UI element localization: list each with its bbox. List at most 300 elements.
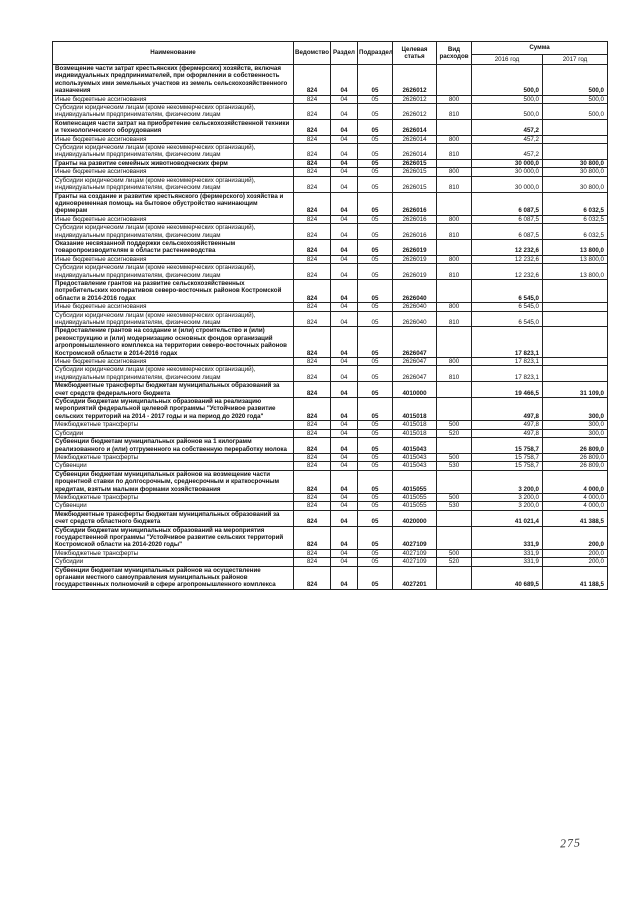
row-podrazdel: 05 — [358, 558, 393, 566]
col-header-2016: 2016 год — [472, 55, 543, 65]
row-sum-2016: 457,2 — [472, 135, 543, 143]
table-row — [53, 493, 608, 501]
row-podrazdel: 05 — [358, 264, 393, 280]
col-header-summa: Сумма — [472, 42, 608, 55]
row-vid: 810 — [437, 366, 472, 382]
table-row — [53, 398, 608, 421]
row-podrazdel: 05 — [358, 104, 393, 120]
table-row — [53, 549, 608, 557]
table-row — [53, 382, 608, 398]
row-vid — [437, 438, 472, 454]
row-sum-2017: 13 800,0 — [543, 264, 608, 280]
row-sum-2017: 6 032,5 — [543, 215, 608, 223]
row-razdel: 04 — [331, 493, 358, 501]
row-vedomstvo: 824 — [294, 95, 331, 103]
table-row — [53, 303, 608, 311]
row-podrazdel: 05 — [358, 135, 393, 143]
row-razdel: 04 — [331, 135, 358, 143]
page-number: 275 — [559, 835, 582, 851]
row-sum-2016: 6 545,0 — [472, 311, 543, 327]
row-name: Субсидии юридическим лицам (кроме некоммерческих организаций), индивидуальным предпринимателям, физическим лицам — [53, 176, 294, 192]
row-vid — [437, 382, 472, 398]
row-statya: 4027109 — [393, 526, 437, 549]
row-name: Субсидии юридическим лицам (кроме некоммерческих организаций), индивидуальным предпринимателям, физическим лицам — [53, 104, 294, 120]
row-name: Межбюджетные трансферты — [53, 493, 294, 501]
row-vedomstvo: 824 — [294, 176, 331, 192]
table-row — [53, 438, 608, 454]
row-razdel: 04 — [331, 510, 358, 526]
row-podrazdel: 05 — [358, 549, 393, 557]
row-razdel: 04 — [331, 421, 358, 429]
row-sum-2017 — [543, 279, 608, 302]
col-header-vedomstvo: Ведомство — [294, 42, 331, 65]
table-row — [53, 421, 608, 429]
row-sum-2017 — [543, 358, 608, 366]
row-vid: 500 — [437, 549, 472, 557]
row-sum-2017: 41 388,5 — [543, 510, 608, 526]
row-vedomstvo: 824 — [294, 239, 331, 255]
row-name: Субсидии — [53, 429, 294, 437]
table-row — [53, 65, 608, 96]
row-razdel: 04 — [331, 566, 358, 589]
row-statya: 2626016 — [393, 215, 437, 223]
row-name: Субсидии бюджетам муниципальных образований на реализацию мероприятий федеральной целевой программы "Устойчивое развитие сельских территорий на 2014 - 2017 годы и на период до 2020 года" — [53, 398, 294, 421]
row-vedomstvo: 824 — [294, 493, 331, 501]
row-podrazdel: 05 — [358, 255, 393, 263]
row-sum-2016: 457,2 — [472, 144, 543, 160]
row-name: Гранты на развитие семейных животноводческих ферм — [53, 159, 294, 167]
row-razdel: 04 — [331, 224, 358, 240]
row-sum-2017: 200,0 — [543, 549, 608, 557]
row-vedomstvo: 824 — [294, 549, 331, 557]
row-name: Субсидии бюджетам муниципальных образований на мероприятия государственной программы "Устойчивое развитие сельских территорий Костромской области на 2014-2020 годы" — [53, 526, 294, 549]
row-name: Предоставление грантов на развитие сельскохозяйственных потребительских кооперативов северо-восточных районов Костромской области в 2014-2016 годах — [53, 279, 294, 302]
row-vid: 500 — [437, 493, 472, 501]
row-sum-2017: 4 000,0 — [543, 470, 608, 493]
row-name: Гранты на создание и развитие крестьянского (фермерского) хозяйства и единовременная помощь на бытовое обустройство начинающим фермерам — [53, 192, 294, 215]
row-sum-2017: 31 109,0 — [543, 382, 608, 398]
row-sum-2017: 13 800,0 — [543, 255, 608, 263]
row-vid — [437, 192, 472, 215]
row-vedomstvo: 824 — [294, 119, 331, 135]
row-razdel: 04 — [331, 358, 358, 366]
row-sum-2017: 41 188,5 — [543, 566, 608, 589]
row-razdel: 04 — [331, 382, 358, 398]
row-vid: 520 — [437, 558, 472, 566]
row-name: Субвенции бюджетам муниципальных районов на возмещение части процентной ставки по долгосрочным, среднесрочным и краткосрочным кредитам, взятым малыми формами хозяйствования — [53, 470, 294, 493]
row-vid — [437, 119, 472, 135]
row-name: Межбюджетные трансферты — [53, 421, 294, 429]
row-podrazdel: 05 — [358, 358, 393, 366]
table-row — [53, 558, 608, 566]
row-statya: 2626019 — [393, 255, 437, 263]
row-vedomstvo: 824 — [294, 144, 331, 160]
table-row — [53, 429, 608, 437]
table-row — [53, 159, 608, 167]
row-sum-2017: 13 800,0 — [543, 239, 608, 255]
row-vedomstvo: 824 — [294, 429, 331, 437]
row-sum-2017 — [543, 135, 608, 143]
row-podrazdel: 05 — [358, 168, 393, 176]
row-name: Субсидии юридическим лицам (кроме некоммерческих организаций), индивидуальным предпринимателям, физическим лицам — [53, 144, 294, 160]
row-podrazdel: 05 — [358, 453, 393, 461]
row-vid — [437, 159, 472, 167]
row-statya: 2626047 — [393, 366, 437, 382]
row-vedomstvo: 824 — [294, 303, 331, 311]
row-vid — [437, 470, 472, 493]
row-sum-2017: 300,0 — [543, 398, 608, 421]
row-sum-2016: 6 087,5 — [472, 224, 543, 240]
table-row — [53, 366, 608, 382]
row-vedomstvo: 824 — [294, 421, 331, 429]
row-name: Межбюджетные трансферты бюджетам муниципальных образований за счет средств федерального бюджета — [53, 382, 294, 398]
col-header-razdel: Раздел — [331, 42, 358, 65]
row-razdel: 04 — [331, 558, 358, 566]
row-vedomstvo: 824 — [294, 65, 331, 96]
row-name: Субсидии юридическим лицам (кроме некоммерческих организаций), индивидуальным предпринимателям, физическим лицам — [53, 311, 294, 327]
table-row — [53, 104, 608, 120]
row-podrazdel: 05 — [358, 279, 393, 302]
row-razdel: 04 — [331, 239, 358, 255]
row-name: Иные бюджетные ассигнования — [53, 255, 294, 263]
table-row — [53, 311, 608, 327]
row-podrazdel: 05 — [358, 311, 393, 327]
row-vid: 530 — [437, 502, 472, 510]
row-vedomstvo: 824 — [294, 453, 331, 461]
row-name: Возмещение части затрат крестьянских (фермерских) хозяйств, включая индивидуальных предпринимателей, при оформлении в собственность используемых ими земельных участков из земель сельскохозяйственного назначения — [53, 65, 294, 96]
row-sum-2017 — [543, 303, 608, 311]
row-sum-2016: 12 232,6 — [472, 239, 543, 255]
row-razdel: 04 — [331, 327, 358, 358]
row-vedomstvo: 824 — [294, 526, 331, 549]
row-vedomstvo: 824 — [294, 215, 331, 223]
row-sum-2017: 30 800,0 — [543, 168, 608, 176]
row-name: Межбюджетные трансферты бюджетам муниципальных образований за счет средств областного бюджета — [53, 510, 294, 526]
table-body — [53, 65, 608, 590]
row-razdel: 04 — [331, 549, 358, 557]
row-vedomstvo: 824 — [294, 366, 331, 382]
row-vedomstvo: 824 — [294, 279, 331, 302]
row-vedomstvo: 824 — [294, 135, 331, 143]
row-vedomstvo: 824 — [294, 438, 331, 454]
row-vedomstvo: 824 — [294, 502, 331, 510]
row-statya: 2626015 — [393, 168, 437, 176]
row-sum-2016: 500,0 — [472, 104, 543, 120]
row-vid: 500 — [437, 453, 472, 461]
row-statya: 4015043 — [393, 438, 437, 454]
row-sum-2016: 457,2 — [472, 119, 543, 135]
row-sum-2016: 12 232,6 — [472, 264, 543, 280]
row-sum-2016: 15 758,7 — [472, 462, 543, 470]
row-vid: 800 — [437, 135, 472, 143]
row-sum-2017: 30 800,0 — [543, 159, 608, 167]
row-razdel: 04 — [331, 65, 358, 96]
row-vedomstvo: 824 — [294, 470, 331, 493]
row-statya: 2626012 — [393, 65, 437, 96]
row-sum-2017 — [543, 366, 608, 382]
row-name: Субвенции — [53, 462, 294, 470]
row-sum-2016: 6 545,0 — [472, 279, 543, 302]
table-row — [53, 255, 608, 263]
table-row — [53, 358, 608, 366]
table-row — [53, 470, 608, 493]
table-row — [53, 462, 608, 470]
row-sum-2017: 500,0 — [543, 95, 608, 103]
row-vid: 810 — [437, 264, 472, 280]
row-statya: 2626019 — [393, 239, 437, 255]
row-vedomstvo: 824 — [294, 358, 331, 366]
row-statya: 4015055 — [393, 493, 437, 501]
row-podrazdel: 05 — [358, 95, 393, 103]
row-name: Иные бюджетные ассигнования — [53, 303, 294, 311]
row-vedomstvo: 824 — [294, 382, 331, 398]
budget-table-sheet — [52, 41, 607, 590]
table-row — [53, 502, 608, 510]
row-podrazdel: 05 — [358, 526, 393, 549]
row-statya: 2626040 — [393, 303, 437, 311]
row-podrazdel: 05 — [358, 215, 393, 223]
row-name: Субсидии юридическим лицам (кроме некоммерческих организаций), индивидуальным предпринимателям, физическим лицам — [53, 366, 294, 382]
row-sum-2016: 15 758,7 — [472, 453, 543, 461]
row-razdel: 04 — [331, 429, 358, 437]
row-statya: 2626040 — [393, 311, 437, 327]
row-podrazdel: 05 — [358, 192, 393, 215]
row-statya: 2626016 — [393, 224, 437, 240]
row-sum-2016: 30 000,0 — [472, 159, 543, 167]
row-podrazdel: 05 — [358, 119, 393, 135]
row-sum-2016: 15 758,7 — [472, 438, 543, 454]
row-vid: 800 — [437, 303, 472, 311]
row-sum-2017 — [543, 144, 608, 160]
row-razdel: 04 — [331, 95, 358, 103]
row-sum-2016: 12 232,6 — [472, 255, 543, 263]
row-statya: 2626015 — [393, 176, 437, 192]
row-vedomstvo: 824 — [294, 224, 331, 240]
row-sum-2016: 41 021,4 — [472, 510, 543, 526]
row-podrazdel: 05 — [358, 470, 393, 493]
row-sum-2017 — [543, 327, 608, 358]
row-name: Иные бюджетные ассигнования — [53, 358, 294, 366]
row-sum-2016: 6 087,5 — [472, 192, 543, 215]
row-vedomstvo: 824 — [294, 159, 331, 167]
row-razdel: 04 — [331, 526, 358, 549]
table-row — [53, 239, 608, 255]
row-name: Иные бюджетные ассигнования — [53, 135, 294, 143]
row-razdel: 04 — [331, 279, 358, 302]
row-name: Иные бюджетные ассигнования — [53, 95, 294, 103]
row-name: Субсидии юридическим лицам (кроме некоммерческих организаций), индивидуальным предпринимателям, физическим лицам — [53, 224, 294, 240]
row-podrazdel: 05 — [358, 224, 393, 240]
row-statya: 2626014 — [393, 119, 437, 135]
row-name: Межбюджетные трансферты — [53, 453, 294, 461]
row-vedomstvo: 824 — [294, 264, 331, 280]
row-vedomstvo: 824 — [294, 327, 331, 358]
row-razdel: 04 — [331, 255, 358, 263]
row-razdel: 04 — [331, 215, 358, 223]
table-row — [53, 453, 608, 461]
row-sum-2016: 500,0 — [472, 65, 543, 96]
row-sum-2017: 26 809,0 — [543, 453, 608, 461]
row-name: Иные бюджетные ассигнования — [53, 168, 294, 176]
row-sum-2016: 331,9 — [472, 526, 543, 549]
row-sum-2017: 26 809,0 — [543, 462, 608, 470]
row-vid — [437, 398, 472, 421]
table-row — [53, 168, 608, 176]
row-name: Компенсация части затрат на приобретение сельскохозяйственной техники и технологического оборудования — [53, 119, 294, 135]
row-vid: 800 — [437, 168, 472, 176]
row-razdel: 04 — [331, 453, 358, 461]
row-vedomstvo: 824 — [294, 255, 331, 263]
row-podrazdel: 05 — [358, 502, 393, 510]
row-sum-2017: 26 809,0 — [543, 438, 608, 454]
table-row — [53, 95, 608, 103]
col-header-2017: 2017 год — [543, 55, 608, 65]
row-sum-2016: 331,9 — [472, 558, 543, 566]
row-vedomstvo: 824 — [294, 510, 331, 526]
row-sum-2016: 6 087,5 — [472, 215, 543, 223]
row-name: Межбюджетные трансферты — [53, 549, 294, 557]
row-name: Предоставление грантов на создание и (или) строительство и (или) реконструкцию и (или) модернизацию основных фондов организаций агропромышленного комплекса на территории северо-восточных районов Костромской области в 2014-2016 годах — [53, 327, 294, 358]
row-razdel: 04 — [331, 366, 358, 382]
row-vid: 800 — [437, 358, 472, 366]
row-sum-2017: 30 800,0 — [543, 176, 608, 192]
row-name: Субвенции — [53, 502, 294, 510]
row-podrazdel: 05 — [358, 65, 393, 96]
table-row — [53, 192, 608, 215]
row-razdel: 04 — [331, 119, 358, 135]
row-sum-2016: 19 466,5 — [472, 382, 543, 398]
row-vid: 810 — [437, 144, 472, 160]
row-vedomstvo: 824 — [294, 168, 331, 176]
row-sum-2017: 4 000,0 — [543, 493, 608, 501]
row-podrazdel: 05 — [358, 382, 393, 398]
row-vid — [437, 239, 472, 255]
row-statya: 4015018 — [393, 398, 437, 421]
row-sum-2016: 17 823,1 — [472, 358, 543, 366]
row-sum-2016: 17 823,1 — [472, 366, 543, 382]
row-razdel: 04 — [331, 398, 358, 421]
table-row — [53, 215, 608, 223]
row-statya: 4015055 — [393, 502, 437, 510]
row-sum-2016: 3 200,0 — [472, 493, 543, 501]
row-sum-2016: 497,8 — [472, 429, 543, 437]
row-vid: 810 — [437, 311, 472, 327]
row-vid — [437, 327, 472, 358]
row-statya: 2626019 — [393, 264, 437, 280]
row-podrazdel: 05 — [358, 176, 393, 192]
row-sum-2017: 6 032,5 — [543, 224, 608, 240]
row-statya: 4010000 — [393, 382, 437, 398]
row-sum-2016: 497,8 — [472, 398, 543, 421]
row-sum-2017: 6 032,5 — [543, 192, 608, 215]
row-razdel: 04 — [331, 303, 358, 311]
row-podrazdel: 05 — [358, 493, 393, 501]
row-podrazdel: 05 — [358, 429, 393, 437]
row-sum-2017: 300,0 — [543, 421, 608, 429]
row-sum-2016: 17 823,1 — [472, 327, 543, 358]
row-statya: 4015018 — [393, 429, 437, 437]
table-row — [53, 144, 608, 160]
row-vid — [437, 279, 472, 302]
row-vid: 800 — [437, 95, 472, 103]
row-sum-2017: 300,0 — [543, 429, 608, 437]
row-podrazdel: 05 — [358, 566, 393, 589]
row-sum-2017 — [543, 311, 608, 327]
row-statya: 2626014 — [393, 144, 437, 160]
row-vid — [437, 526, 472, 549]
row-sum-2017: 4 000,0 — [543, 502, 608, 510]
row-sum-2016: 500,0 — [472, 95, 543, 103]
row-statya: 2626015 — [393, 159, 437, 167]
row-razdel: 04 — [331, 144, 358, 160]
row-sum-2017 — [543, 119, 608, 135]
row-razdel: 04 — [331, 502, 358, 510]
table-row — [53, 224, 608, 240]
row-statya: 4020000 — [393, 510, 437, 526]
row-statya: 2626014 — [393, 135, 437, 143]
row-sum-2017: 200,0 — [543, 558, 608, 566]
row-vid: 810 — [437, 104, 472, 120]
row-sum-2016: 6 545,0 — [472, 303, 543, 311]
row-statya: 2626012 — [393, 95, 437, 103]
row-podrazdel: 05 — [358, 438, 393, 454]
row-name: Субсидии юридическим лицам (кроме некоммерческих организаций), индивидуальным предпринимателям, физическим лицам — [53, 264, 294, 280]
row-statya: 4027109 — [393, 549, 437, 557]
row-sum-2017: 500,0 — [543, 65, 608, 96]
row-podrazdel: 05 — [358, 462, 393, 470]
row-podrazdel: 05 — [358, 366, 393, 382]
row-razdel: 04 — [331, 159, 358, 167]
row-vid: 520 — [437, 429, 472, 437]
row-sum-2017: 200,0 — [543, 526, 608, 549]
row-name: Субсидии — [53, 558, 294, 566]
row-razdel: 04 — [331, 264, 358, 280]
table-row — [53, 510, 608, 526]
row-razdel: 04 — [331, 104, 358, 120]
table-row — [53, 526, 608, 549]
row-razdel: 04 — [331, 311, 358, 327]
row-vid: 800 — [437, 215, 472, 223]
row-sum-2017: 500,0 — [543, 104, 608, 120]
table-row — [53, 279, 608, 302]
budget-table — [52, 41, 608, 590]
col-header-statya: Целевая статья — [393, 42, 437, 65]
row-vedomstvo: 824 — [294, 104, 331, 120]
row-name: Субвенции бюджетам муниципальных районов на 1 килограмм реализованного и (или) отгруженного на собственную переработку молока — [53, 438, 294, 454]
table-row — [53, 566, 608, 589]
row-statya: 4027109 — [393, 558, 437, 566]
row-razdel: 04 — [331, 470, 358, 493]
row-razdel: 04 — [331, 168, 358, 176]
col-header-name: Наименование — [53, 42, 294, 65]
row-podrazdel: 05 — [358, 510, 393, 526]
row-podrazdel: 05 — [358, 398, 393, 421]
row-podrazdel: 05 — [358, 239, 393, 255]
row-statya: 4015043 — [393, 453, 437, 461]
row-sum-2016: 3 200,0 — [472, 470, 543, 493]
row-vid: 530 — [437, 462, 472, 470]
row-vid: 810 — [437, 224, 472, 240]
row-vedomstvo: 824 — [294, 558, 331, 566]
row-name: Иные бюджетные ассигнования — [53, 215, 294, 223]
row-vid: 800 — [437, 255, 472, 263]
table-row — [53, 135, 608, 143]
row-sum-2016: 40 689,5 — [472, 566, 543, 589]
row-statya: 4015055 — [393, 470, 437, 493]
row-statya: 4015043 — [393, 462, 437, 470]
table-row — [53, 176, 608, 192]
row-podrazdel: 05 — [358, 303, 393, 311]
